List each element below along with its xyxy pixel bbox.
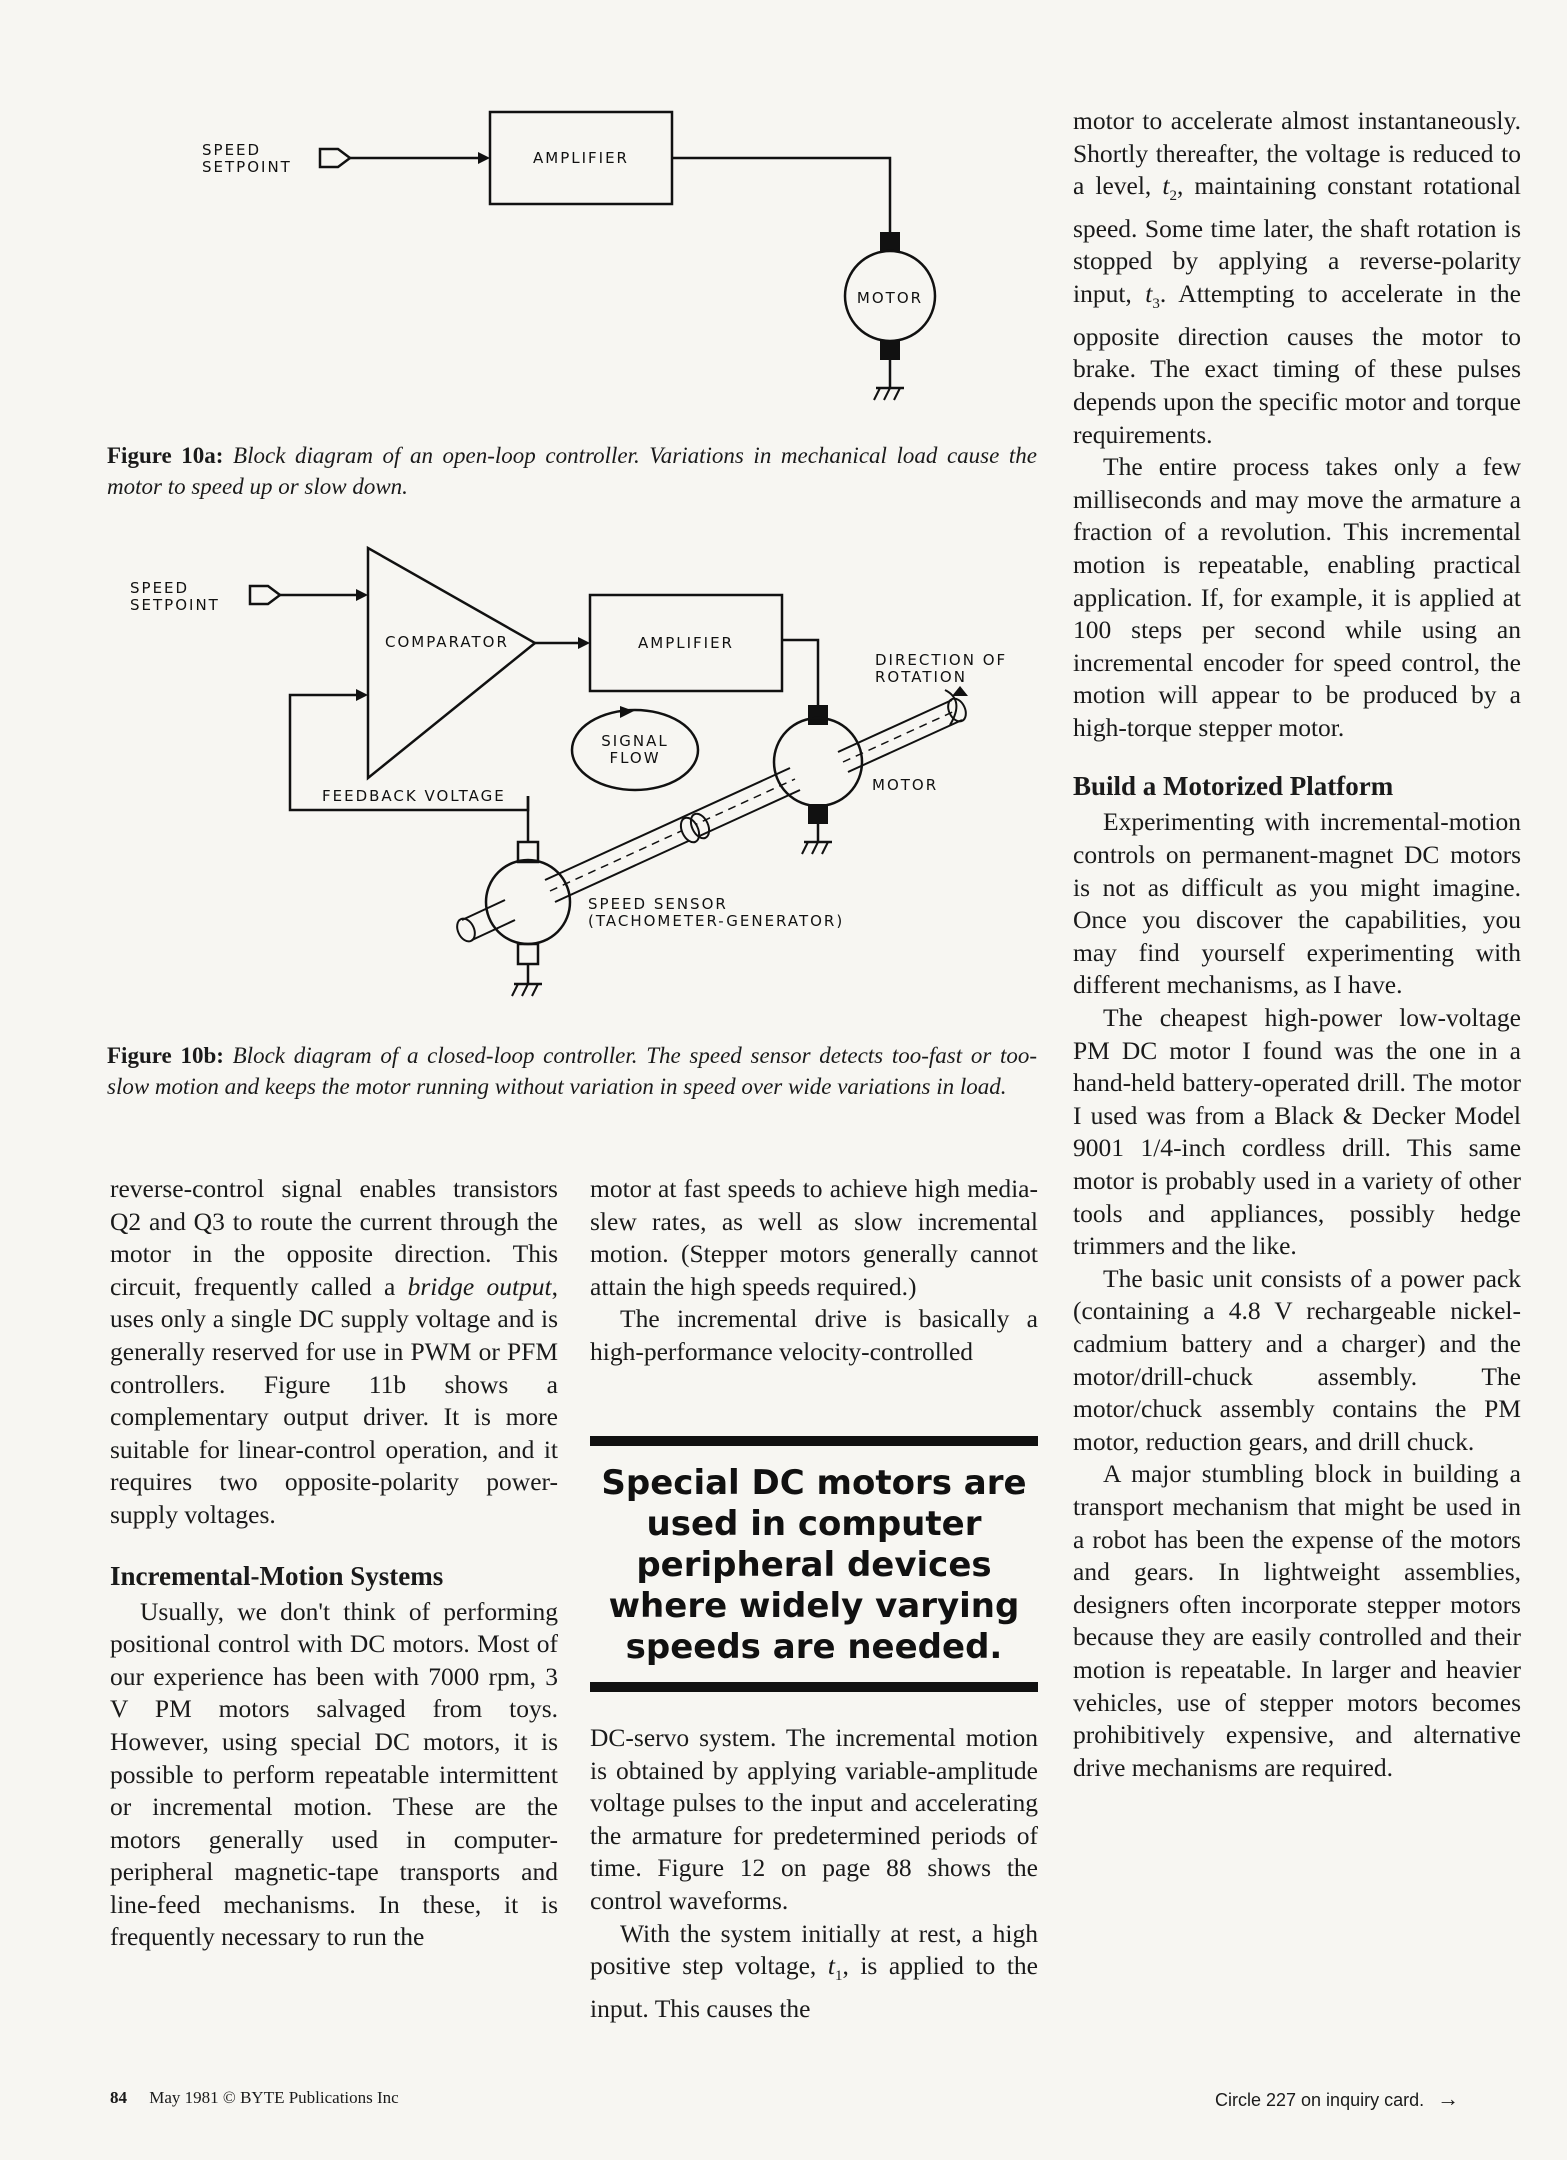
caption-lead: Figure 10b:	[107, 1043, 224, 1068]
figure-10b-caption	[107, 1040, 1037, 1102]
amplifier-label: AMPLIFIER	[533, 149, 629, 167]
motor-label: MOTOR	[856, 289, 924, 307]
left-column	[110, 1173, 558, 1954]
paragraph: motor at fast speeds to achieve high media-slew rates, as well as slow incremental motion. (Stepper motors generally cannot attain the high speeds required.)	[590, 1174, 1038, 1301]
paragraph: The cheapest high-power low-voltage PM DC motor I found was the one in a hand-held battery-operated drill. The motor I used was from a Black & Decker Model 9001 1/4-inch cordless drill. This same motor is probably used in a variety of other tools and appliances, possibly hedge trimmers and the like.	[1073, 1003, 1522, 1261]
amplifier-label: AMPLIFIER	[638, 634, 734, 652]
pull-quote: Special DC motors are used in computer peripheral devices where widely varying speeds are needed.	[601, 1463, 1027, 1667]
speed-sensor-line2: (TACHOMETER-GENERATOR)	[588, 912, 845, 930]
paragraph: DC-servo system. The incremental motion is obtained by applying variable-amplitude voltage pulses to the input and accelerating the armature for predetermined periods of time. Figure 12 on page 88 shows the control waveforms.	[590, 1723, 1038, 1915]
section-heading: Build a Motorized Platform	[1073, 771, 1394, 802]
speed-setpoint-label: SPEED SETPOINT	[202, 141, 292, 176]
paragraph: Usually, we don't think of performing positional control with DC motors. Most of our experience has been with 7000 rpm, 3 V PM motors salvaged from toys. However, using special DC motors, it is possible to perform repeatable intermittent or incremental motion. These are the motors generally used in computer-peripheral magnetic-tape transports and line-feed mechanisms. In these, it is frequently necessary to run the	[110, 1596, 558, 1952]
pull-quote-bottom-rule	[590, 1682, 1038, 1692]
motor-label: MOTOR	[872, 776, 939, 794]
page-number: 84	[110, 2088, 127, 2107]
right-column	[1073, 105, 1521, 1784]
figure-10b	[0, 540, 1060, 1020]
figure-10a-diagram	[0, 0, 1060, 440]
caption-lead: Figure 10a:	[107, 443, 224, 468]
paragraph: The entire process takes only a few milliseconds and may move the armature a fraction of a revolution. This incremental motion is repeatable, enabling practical application. If, for example, it is applied at 100 steps per second while using an incremental encoder for speed control, the motion will appear to be produced by a high-torque stepper motor.	[1073, 452, 1521, 742]
setpoint-input-symbol	[250, 586, 280, 604]
setpoint-input-symbol	[320, 149, 350, 167]
middle-column	[590, 1173, 1038, 1369]
comparator-triangle	[368, 548, 535, 778]
issue-credit: May 1981 © BYTE Publications Inc	[149, 2088, 399, 2107]
page-footer	[110, 2088, 530, 2108]
section-heading: Incremental-Motion Systems	[110, 1560, 444, 1591]
paragraph: A major stumbling block in building a transport mechanism that might be used in a robot has been the expense of the motors and gears. In lightweight assemblies, designers often incorporate stepper motors because they are easily controlled and their motion is repeatable. In larger and heavier vehicles, use of stepper motors becomes prohibitively expensive, and alternative drive mechanisms are required.	[1073, 1459, 1521, 1782]
paragraph: motor to accelerate almost instantaneously. Shortly thereafter, the voltage is reduced to a level, $t_2$, maintaining constant rotational speed. Some time later, the shaft rotation is stopped by applying a reverse-polarity input, $t_3$. Attempting to accelerate in the opposite direction causes the motor to brake. The exact timing of these pulses depends upon the specific motor and torque requirements.	[1073, 106, 1521, 449]
speed-setpoint-label: SPEED SETPOINT	[130, 579, 220, 614]
paragraph: With the system initially at rest, a high positive step voltage, $t_1$, is applied to the input. This causes the	[590, 1918, 1038, 2023]
middle-column-lower	[590, 1722, 1038, 2025]
direction-of-rotation-label: DIRECTION OF ROTATION	[875, 651, 1008, 686]
motor-circle	[774, 718, 862, 806]
speed-sensor-label	[588, 896, 888, 930]
figure-10a-caption	[107, 440, 1037, 502]
speed-sensor-line1: SPEED SENSOR	[588, 895, 728, 913]
caption-text: Block diagram of an open-loop controller. Variations in mechanical load cause the motor to speed up or slow down.	[107, 443, 1037, 499]
comparator-label: COMPARATOR	[385, 633, 509, 651]
feedback-voltage-label: FEEDBACK VOLTAGE	[322, 787, 506, 805]
paragraph: The incremental drive is basically a high-performance velocity-controlled	[590, 1304, 1038, 1366]
figure-10a	[0, 0, 1060, 440]
paragraph: Experimenting with incremental-motion controls on permanent-magnet DC motors is not as difficult as you might imagine. Once you discover the capabilities, you may find yourself experimenting with different mechanisms, as I have.	[1073, 807, 1521, 1000]
arrow-icon: →	[1437, 2086, 1460, 2111]
inquiry-text: Circle 227 on inquiry card.	[1215, 2090, 1425, 2110]
inquiry-note	[1215, 2086, 1535, 2112]
signal-flow-label: SIGNAL FLOW	[601, 732, 669, 767]
pull-quote-top-rule	[590, 1436, 1038, 1446]
paragraph: The basic unit consists of a power pack (containing a 4.8 V rechargeable nickel-cadmium battery and a charger) and the motor/drill-chuck assembly. The motor/chuck assembly contains the PM motor, reduction gears, and drill chuck.	[1073, 1263, 1521, 1456]
caption-text: Block diagram of a closed-loop controller. The speed sensor detects too-fast or too-slow motion and keeps the motor running without variation in speed over wide variations in load.	[107, 1043, 1038, 1099]
paragraph: reverse-control signal enables transistors Q2 and Q3 to route the current through the motor in the opposite direction. This circuit, frequently called a bridge output, uses only a single DC supply voltage and is generally reserved for use in PWM or PFM controllers. Figure 11b shows a complementary output driver. It is more suitable for linear-control operation, and it requires two opposite-polarity power-supply voltages.	[110, 1174, 558, 1529]
